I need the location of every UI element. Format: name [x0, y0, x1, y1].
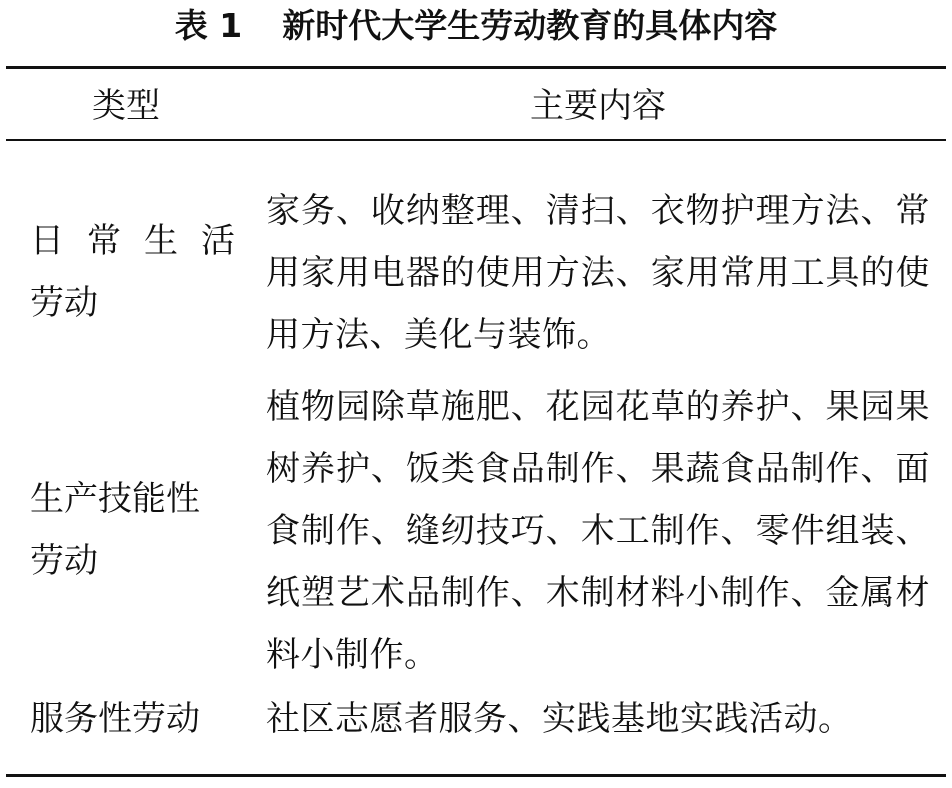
column-header-type: 类型: [92, 86, 160, 126]
row-daily-life-type: [30, 210, 235, 334]
row-service-content: 社区志愿者服务、实践基地实践活动。: [266, 699, 853, 739]
table-title: 新时代大学生劳动教育的具体内容: [282, 6, 778, 45]
type-line: 日 常 生 活: [30, 221, 235, 261]
table-top-rule: [6, 66, 946, 69]
row-daily-life-content: 家务、收纳整理、清扫、衣物护理方法、常用家用电器的使用方法、家用常用工具的使用方法、美化与装饰。: [266, 191, 930, 355]
table-bottom-rule: [6, 774, 946, 777]
row-production-skill-content: 植物园除草施肥、花园花草的养护、果园果树养护、饭类食品制作、果蔬食品制作、面食制作、缝纫技巧、木工制作、零件组装、纸塑艺术品制作、木制材料小制作、金属材料小制作。: [266, 387, 930, 675]
type-line: 服务性劳动: [30, 699, 200, 739]
table-header-rule: [6, 139, 946, 141]
row-service-type: [30, 688, 235, 750]
table-number: 表 1: [174, 6, 243, 45]
row-production-skill-type: [30, 468, 235, 592]
table-caption: [0, 4, 952, 48]
type-line: 劳动: [30, 541, 98, 581]
type-line: 劳动: [30, 283, 98, 323]
type-line: 生产技能性: [30, 479, 200, 519]
column-header-content: 主要内容: [530, 86, 666, 126]
